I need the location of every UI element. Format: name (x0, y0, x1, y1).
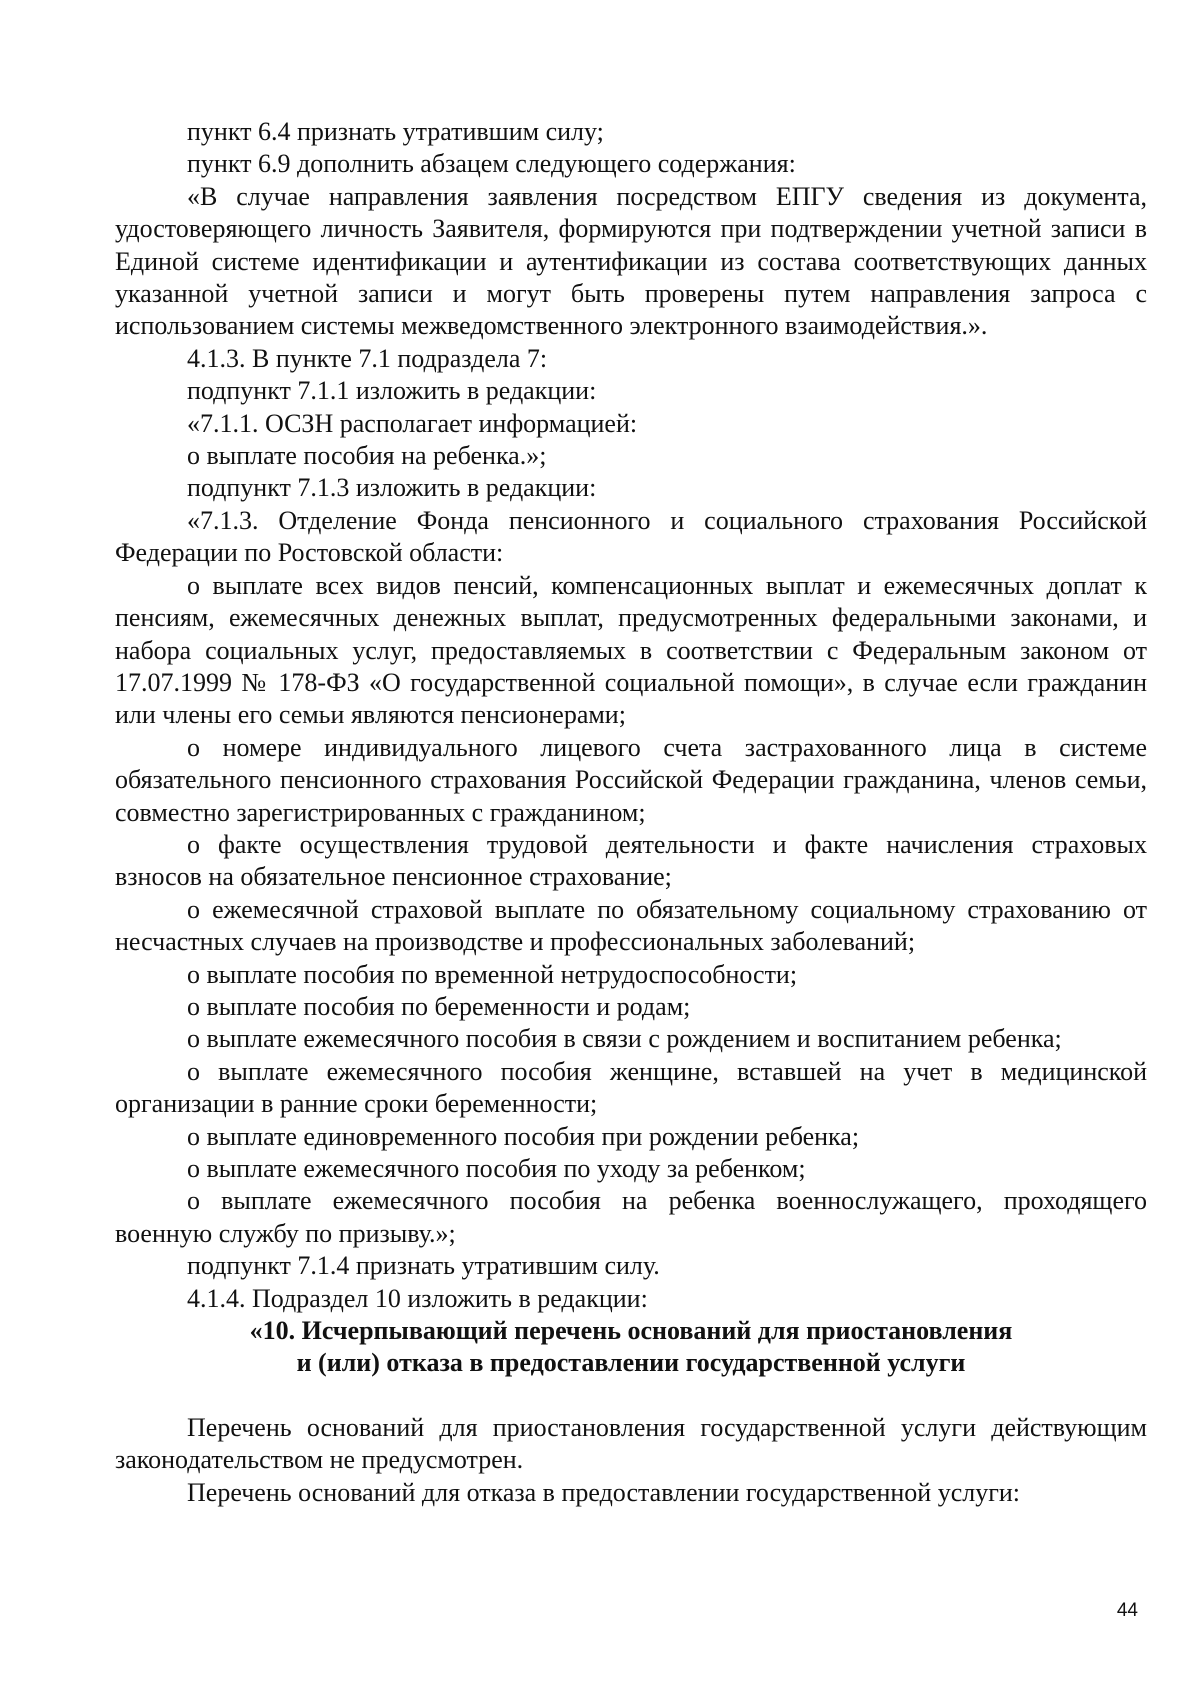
section-heading-line-2: и (или) отказа в предоставлении государственной услуги (296, 1348, 966, 1378)
paragraph: о номере индивидуального лицевого счета застрахованного лица в системе обязательного пенсионного страхования Российской Федерации гражданина, членов семьи, совместно зарегистрированных с гражданином; (115, 732, 1147, 827)
paragraph: о ежемесячной страховой выплате по обязательному социальному страхованию от несчастных случаев на производстве и профессиональных заболеваний; (115, 894, 1147, 957)
paragraph: о выплате пособия на ребенка.»; (187, 441, 547, 471)
document-body (115, 116, 1147, 1509)
paragraph: подпункт 7.1.1 изложить в редакции: (187, 376, 597, 406)
paragraph: о выплате ежемесячного пособия женщине, вставшей на учет в медицинской организации в ранние сроки беременности; (115, 1056, 1147, 1119)
paragraph: о факте осуществления трудовой деятельности и факте начисления страховых взносов на обязательное пенсионное страхование; (115, 829, 1147, 892)
paragraph: «7.1.1. ОСЗН располагает информацией: (187, 408, 638, 438)
paragraph: о выплате пособия по беременности и родам; (187, 991, 691, 1021)
paragraph: о выплате пособия по временной нетрудоспособности; (187, 959, 798, 989)
section-heading-line-1: «10. Исчерпывающий перечень оснований для приостановления (249, 1316, 1013, 1346)
paragraph: о выплате ежемесячного пособия на ребенка военнослужащего, проходящего военную службу по призыву.»; (115, 1186, 1147, 1248)
paragraph: пункт 6.4 признать утратившим силу; (187, 117, 604, 146)
paragraph: о выплате единовременного пособия при рождении ребенка; (187, 1121, 860, 1151)
paragraph: о выплате ежемесячного пособия в связи с рождением и воспитанием ребенка; (187, 1024, 1062, 1054)
paragraph: подпункт 7.1.3 изложить в редакции: (187, 473, 597, 503)
section-heading (115, 1315, 1147, 1380)
paragraph: пункт 6.9 дополнить абзацем следующего содержания: (187, 149, 796, 179)
paragraph: Перечень оснований для приостановления государственной услуги действующим законодательством не предусмотрен. (115, 1412, 1147, 1475)
paragraph: 4.1.4. Подраздел 10 изложить в редакции: (187, 1283, 648, 1313)
paragraph: «7.1.3. Отделение Фонда пенсионного и социального страхования Российской Федерации по Ростовской области: (115, 505, 1147, 568)
paragraph: о выплате ежемесячного пособия по уходу за ребенком; (187, 1154, 806, 1183)
paragraph: Перечень оснований для отказа в предоставлении государственной услуги: (187, 1477, 1021, 1507)
paragraph: 4.1.3. В пункте 7.1 подраздела 7: (187, 343, 548, 373)
paragraph: о выплате всех видов пенсий, компенсационных выплат и ежемесячных доплат к пенсиям, ежемесячных денежных выплат, предусмотренных федеральными законами, и набора социальных услуг, предоставляемых в соответствии с Федеральным законом от 17.07.1999 № 178-ФЗ «О государственной социальной помощи», в случае если гражданин или члены его семьи являются пенсионерами; (115, 570, 1147, 730)
paragraph: «В случае направления заявления посредством ЕПГУ сведения из документа, удостоверяющего личность Заявителя, формируются при подтверждении учетной записи в Единой системе идентификации и аутентификации из состава соответствующих данных указанной учетной записи и могут быть проверены путем направления запроса с использованием системы межведомственного электронного взаимодействия.». (115, 181, 1147, 341)
paragraph: подпункт 7.1.4 признать утратившим силу. (187, 1251, 660, 1281)
page-number: 44 (1116, 1600, 1138, 1621)
